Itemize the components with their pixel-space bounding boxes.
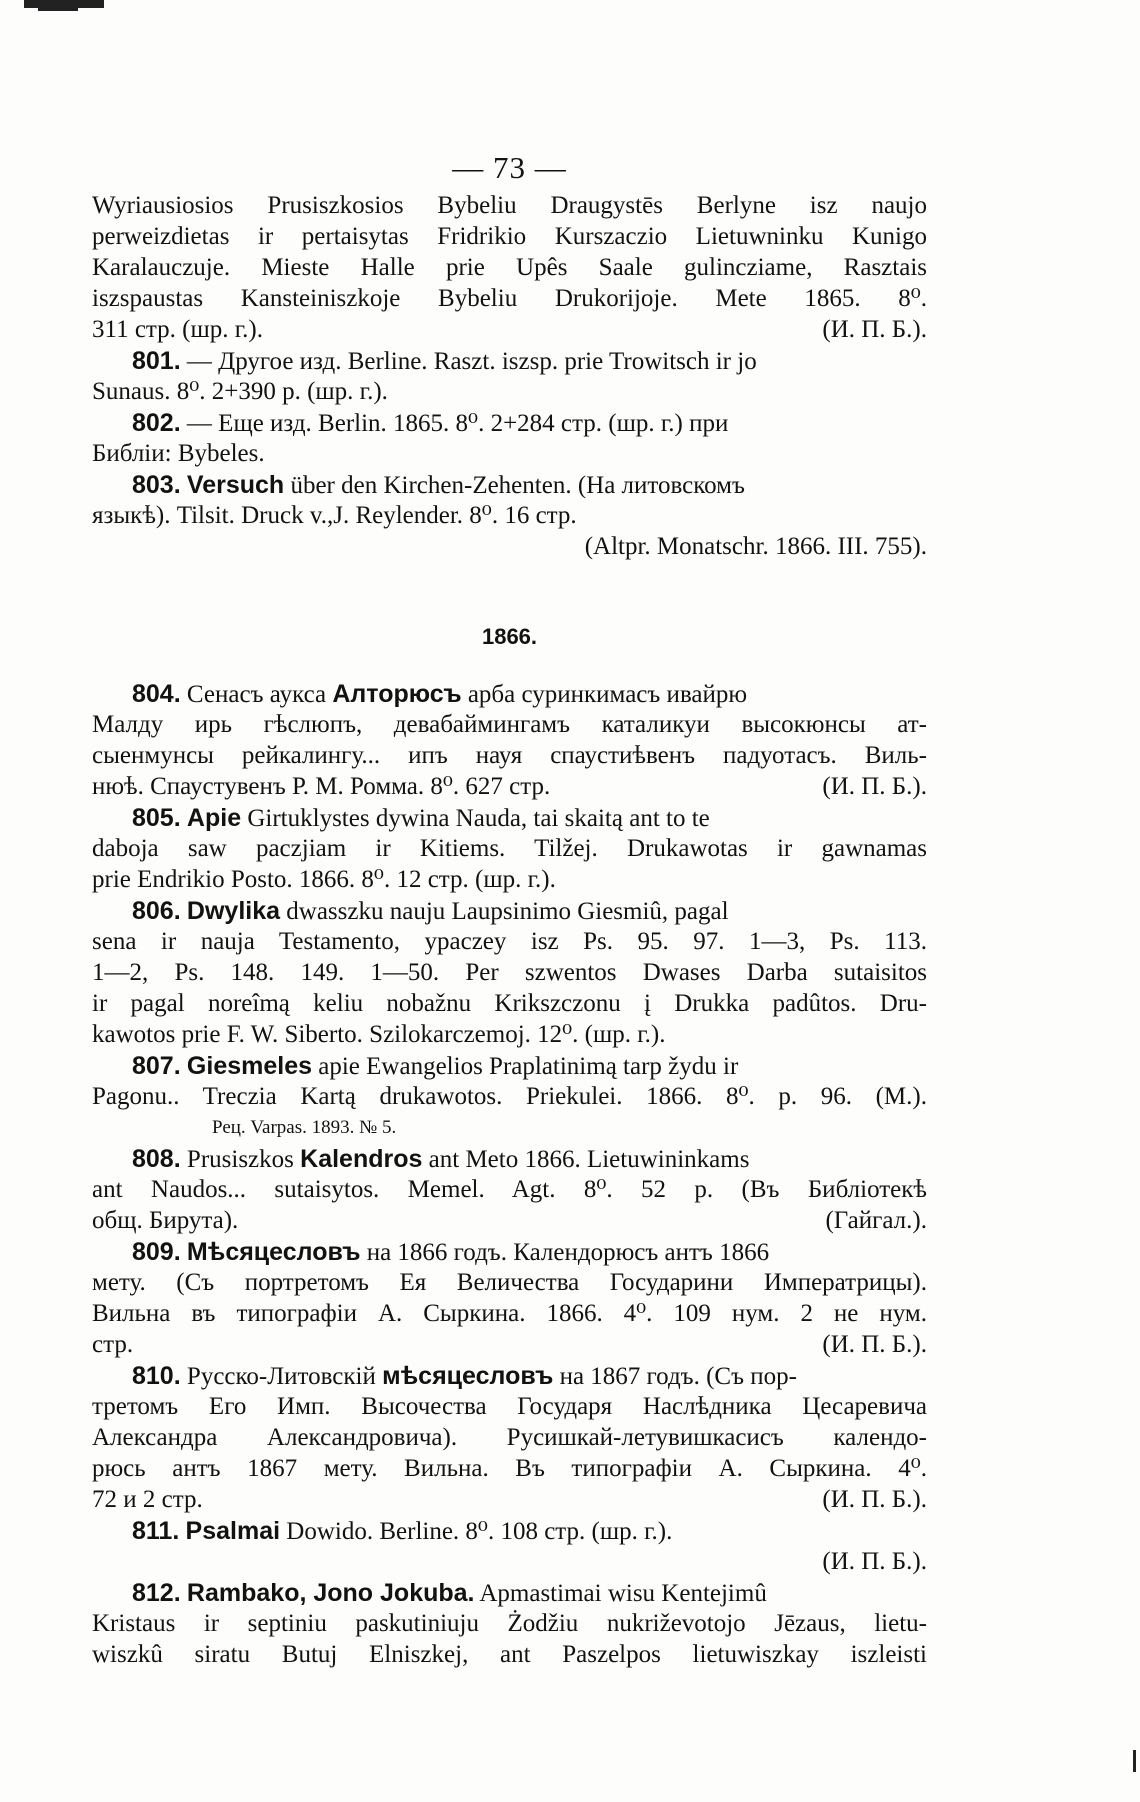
entry-811 [92, 1515, 927, 1547]
entry-title: Psalmai [185, 1517, 281, 1545]
entry-number: 812. [132, 1579, 181, 1607]
entry-title: мѣсяцесловъ [382, 1362, 554, 1390]
entry-809 [92, 1236, 927, 1268]
review-ref [92, 1110, 927, 1142]
text-line: wiszkû siratu Butuj Elniszkej, ant Paszelpos lietuwiszkay iszleisti [92, 1641, 927, 1668]
entry-text: Русско-Литовскій [186, 1363, 376, 1390]
entry-title: Rambako, Jono Jokuba. [186, 1579, 475, 1607]
scan-mark-top-left-2 [38, 6, 78, 11]
entry-text: арба суринкимасъ ивайрю [467, 681, 748, 708]
text-line: 1—2, Ps. 148. 149. 1—50. Per szwentos Dwases Darba sutaisitos [92, 959, 927, 986]
text-line: сыенмунсы рейкалингу... ипъ науя спаустиѣвенъ падуотасъ. Виль- [92, 742, 927, 769]
page-number: — 73 — [452, 150, 567, 185]
entry-text: Сенасъ аукса [186, 681, 327, 708]
text-line: ir pagal noreîmą keliu nobažnu Krikszczonu į Drukka padûtos. Dru- [92, 990, 927, 1017]
entry-806 [92, 895, 927, 927]
source-ref: (И. П. Б.). [822, 1486, 927, 1513]
text-line: нюѣ. Спаустувенъ Р. М. Ромма. 8⁰. 627 стр. [92, 773, 551, 800]
entry-number: 802. [132, 409, 181, 437]
entry-number: 804. [132, 680, 181, 708]
text-line: perweizdietas ir pertaisytas Fridrikio Kurszaczio Lietuwninku Kunigo [92, 223, 927, 250]
entry-807 [92, 1050, 927, 1082]
review-text: Рец. Varpas. 1893. № 5. [212, 1117, 397, 1138]
text-line: iszspaustas Kansteiniszkoje Bybeliu Drukorijoje. Mete 1865. 8⁰. [92, 285, 927, 312]
entry-title: Apie [186, 804, 242, 832]
text-line: Малду ирь гѣслюпъ, девабаймингамъ каталикуи высокюнсы ат- [92, 711, 927, 738]
scan-mark-right-edge [1133, 1750, 1136, 1772]
entry-text: на 1867 годъ. (Съ пор- [559, 1363, 797, 1390]
year-heading: 1866. [481, 624, 538, 649]
entry-number: 806. [132, 897, 181, 925]
text-line: Pagonu.. Treczia Kartą drukawotos. Priekulei. 1866. 8⁰. p. 96. (М.). [92, 1083, 927, 1110]
text-line: 72 и 2 стр. [92, 1486, 203, 1513]
text-line: Kristaus ir septiniu paskutiniuju Żodžiu nukriževotojo Jēzaus, lietu- [92, 1610, 927, 1637]
text-line: языкѣ). Tilsit. Druck v.,J. Reylender. 8⁰. 16 стр. [92, 502, 577, 529]
entry-text: Prusiszkos [186, 1146, 294, 1173]
entry-number: 801. [132, 347, 181, 375]
entry-title: Giesmeles [186, 1052, 313, 1080]
entry-number: 809. [132, 1238, 181, 1266]
text-line: Wyriausiosios Prusiszkosios Bybeliu Draugystēs Berlyne isz naujo [92, 192, 927, 219]
entry-808 [92, 1143, 927, 1175]
entry-810 [92, 1360, 927, 1392]
text-line: Вильна въ типографіи А. Сыркина. 1866. 4⁰. 109 нум. 2 не нум. [92, 1300, 927, 1327]
entry-text: dwasszku nauju Laupsinimo Giesmiû, pagal [286, 898, 729, 925]
entry-text: Girtuklystes dywina Nauda, tai skaitą ant to te [247, 805, 710, 832]
entry-text: — Другое изд. Berline. Raszt. iszsp. prie Trowitsch ir jo [186, 348, 757, 375]
entry-number: 807. [132, 1052, 181, 1080]
entry-text: über den Kirchen-Zehenten. (На литовскомъ [290, 472, 745, 499]
entry-803 [92, 469, 927, 501]
entry-number: 805. [132, 804, 181, 832]
text-line: sena ir nauja Testamento, ypaczey isz Ps. 95. 97. 1—3, Ps. 113. [92, 928, 927, 955]
entry-title: Алторюсъ [332, 680, 462, 708]
source-ref: (И. П. Б.). [822, 1548, 927, 1575]
source-ref: (Гайгал.). [825, 1207, 927, 1234]
text-line: kawotos prie F. W. Siberto. Szilokarczemoj. 12⁰. (шр. г.). [92, 1021, 666, 1048]
entry-title: Versuch [186, 471, 285, 499]
text-line: Sunaus. 8⁰. 2+390 р. (шр. г.). [92, 378, 388, 405]
entry-number: 810. [132, 1362, 181, 1390]
entry-title: Kalendros [300, 1145, 423, 1173]
entry-805 [92, 802, 927, 834]
text-line: третомъ Его Имп. Высочества Государя Наслѣдника Цесаревича [92, 1393, 927, 1420]
entry-text: Dowido. Berline. 8⁰. 108 стр. (шр. г.). [286, 1518, 673, 1545]
entry-text: ant Meto 1866. Lietuwininkams [428, 1146, 750, 1173]
text-line: Karalauczuje. Mieste Halle prie Upês Saale gulincziame, Rasztais [92, 254, 927, 281]
source-ref: (Altpr. Monatschr. 1866. III. 755). [584, 533, 927, 560]
source-ref: (И. П. Б.). [822, 316, 927, 343]
entry-text: Apmastimai wisu Kentejimû [479, 1580, 767, 1607]
entry-801 [92, 345, 927, 377]
text-line: 311 стр. (шр. г.). [92, 316, 263, 343]
text-line: Александра Александровича). Русишкай-летувишкасисъ календо- [92, 1424, 927, 1451]
entry-text: — Еще изд. Berlin. 1865. 8⁰. 2+284 стр. (шр. г.) при [186, 410, 729, 437]
text-line: мету. (Съ портретомъ Ея Величества Государини Императрицы). [92, 1269, 927, 1296]
text-line: Библіи: Bybeles. [92, 440, 265, 467]
text-line: общ. Бирута). [92, 1207, 239, 1234]
entry-title: Dwylika [186, 897, 281, 925]
entry-number: 808. [132, 1145, 181, 1173]
source-ref: (И. П. Б.). [822, 1331, 927, 1358]
text-line: daboja saw paczjiam ir Kitiems. Tilžej. Drukawotas ir gawnamas [92, 835, 927, 862]
text-line: prie Endrikio Posto. 1866. 8⁰. 12 стр. (шр. г.). [92, 866, 556, 893]
entry-text: на 1866 годъ. Календорюсъ антъ 1866 [366, 1239, 770, 1266]
entry-text: apie Ewangelios Praplatinimą tarp žydu ir [318, 1053, 739, 1080]
text-line: стр. [92, 1331, 134, 1358]
entry-802 [92, 407, 927, 439]
entry-804 [92, 678, 927, 710]
entry-812 [92, 1577, 927, 1609]
source-ref: (И. П. Б.). [822, 773, 927, 800]
text-line: ant Naudos... sutaisytos. Memel. Agt. 8⁰. 52 р. (Въ Библіотекѣ [92, 1176, 927, 1203]
entry-number: 811. [132, 1517, 180, 1545]
entry-title: Мѣсяцесловъ [186, 1238, 361, 1266]
entry-number: 803. [132, 471, 181, 499]
text-line: рюсь антъ 1867 мету. Вильна. Въ типографіи А. Сыркина. 4⁰. [92, 1455, 927, 1482]
